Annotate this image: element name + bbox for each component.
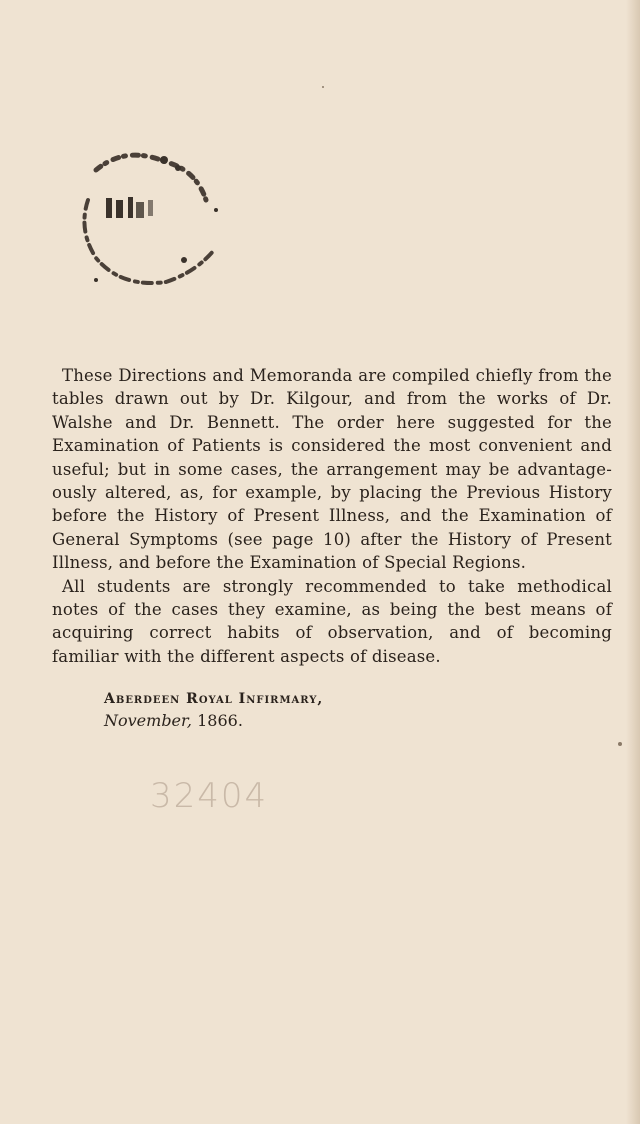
- page-edge: [626, 0, 640, 1124]
- date-month: November,: [104, 711, 192, 730]
- ink-speck: [618, 742, 622, 746]
- pencil-shelfmark: 32404: [150, 776, 269, 816]
- ink-speck: [322, 86, 324, 88]
- library-stamp-icon: [66, 140, 231, 310]
- date-line: [104, 710, 484, 732]
- paragraph-1: These Directions and Memoranda are compiled chiefly from the tables drawn out by Dr. Kilgour, and from the works of Dr. Walshe and Dr. Bennett. The order here suggested for the Examination of Patients is considered the most convenient and useful; but in some cases, the arrangement may be advantage-ously altered, as, for example, by placing the Previous History before the History of Present Illness, and the Examination of General Symptoms (see page 10) after the History of Present Illness, and before the Examination of Special Regions.: [52, 366, 612, 573]
- paragraph-2: All students are strongly recommended to take methodical notes of the cases they examine, as being the best means of acquiring correct habits of observation, and of becoming familiar with the different aspects of disease.: [52, 576, 612, 666]
- memoranda-text: [52, 364, 612, 668]
- institution-name: Aberdeen Royal Infirmary,: [104, 691, 324, 707]
- date-year: 1866.: [197, 711, 243, 730]
- signature-block: [104, 688, 484, 732]
